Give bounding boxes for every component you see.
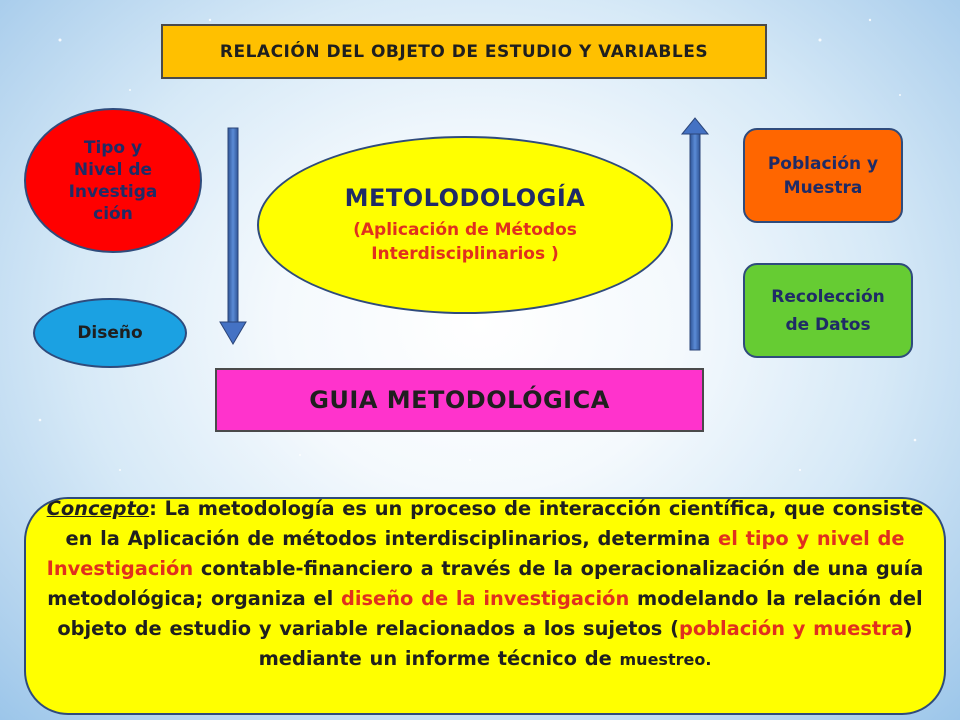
- poblacion-line-1: Población y: [767, 153, 879, 174]
- tipo-line-2: Nivel de: [73, 159, 153, 180]
- recoleccion-line-2: de Datos: [785, 314, 871, 335]
- guia-text: GUIA METODOLÓGICA: [309, 386, 610, 414]
- tipo-line-3: Investiga: [68, 181, 158, 202]
- tipo-line-4: ción: [93, 203, 133, 224]
- concepto-text-2: contable-financiero a través de la operacionalización de una guía metodológica; organiza el: [47, 557, 924, 610]
- guia-metodologica-box: [215, 368, 704, 432]
- concepto-text-5: muestreo.: [619, 650, 712, 669]
- recoleccion-line-1: Recolección: [771, 286, 885, 307]
- title-text: RELACIÓN DEL OBJETO DE ESTUDIO Y VARIABLES: [219, 41, 709, 62]
- metodologia-heading: METOLODOLOGÍA: [344, 184, 586, 212]
- down-arrow-icon: [220, 128, 246, 344]
- metodologia-sub-line-1: (Aplicación de Métodos: [353, 220, 577, 240]
- concepto-highlight-poblacion: población y muestra: [678, 617, 904, 640]
- concepto-paragraph: [46, 497, 924, 675]
- concepto-highlight-diseno: diseño de la investigación: [340, 587, 630, 610]
- concepto-text-1: : La metodología es un proceso de interacción científica, que consiste en la Aplicación de métodos interdisciplinarios, determina: [65, 497, 924, 550]
- up-arrow-icon: [682, 118, 708, 350]
- diseno-text: Diseño: [77, 323, 143, 343]
- poblacion-line-2: Muestra: [783, 177, 863, 198]
- concepto-text-3: modelando la relación del objeto de estudio y variable relacionados a los sujetos (: [57, 587, 923, 640]
- concepto-label: Concepto: [46, 497, 150, 520]
- concepto-box: [24, 497, 946, 715]
- metodologia-sub-line-2: Interdisciplinarios ): [371, 244, 559, 264]
- concepto-highlight-tipo: el tipo y nivel de Investigación: [46, 527, 905, 580]
- concepto-text-4: ) mediante un informe técnico de: [258, 617, 913, 670]
- tipo-line-1: Tipo y: [83, 137, 143, 158]
